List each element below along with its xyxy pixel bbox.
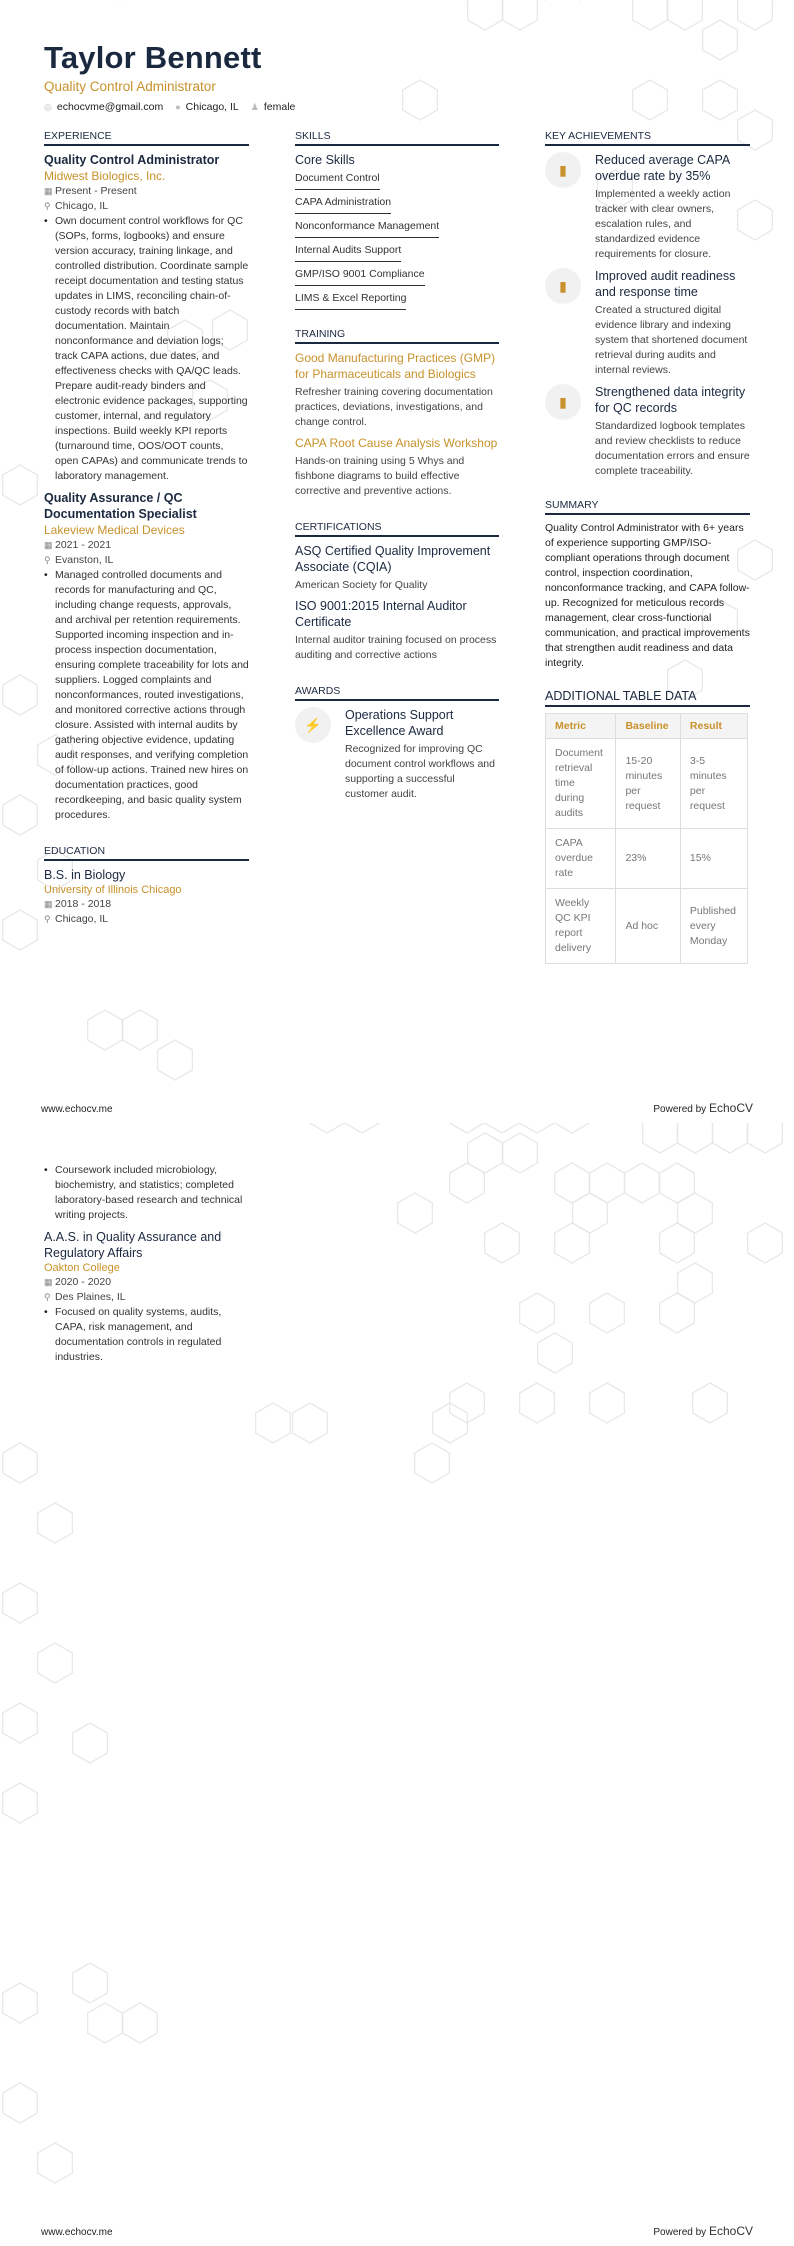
hexagon-shape [73, 1723, 108, 1763]
hexagon-shape [158, 1040, 193, 1080]
skill-item: GMP/ISO 9001 Compliance [295, 265, 425, 286]
summary-text: Quality Control Administrator with 6+ years of experience supporting GMP/ISO-compliant operations through document control, inspection coordination, nonconformance tracking, and CAPA follow-up. Recognized for meticulous records management, clear cross-functional communication, and practical improvements that strengthen audit readiness and data integrity. [545, 522, 750, 669]
contact-gender [251, 101, 296, 113]
hexagon-shape [713, 1123, 748, 1153]
table-row [546, 889, 748, 964]
job-dates: 2021 - 2021 [55, 539, 112, 551]
achievement-item [545, 384, 750, 479]
table-row [546, 829, 748, 889]
hexagon-shape [123, 1010, 158, 1050]
bolt-icon: ⚡ [295, 707, 331, 743]
hexagon-shape [398, 1193, 433, 1233]
award-title: Operations Support Excellence Award [345, 708, 454, 738]
section-experience: EXPERIENCE [44, 130, 249, 146]
table-cell: 15% [680, 829, 747, 889]
hexagon-shape [415, 1443, 450, 1483]
hexagon-shape [748, 1123, 783, 1153]
brand-logo: EchoCV [708, 2224, 753, 2238]
hexagon-shape [3, 1983, 38, 2023]
brand-logo: EchoCV [708, 1101, 753, 1115]
hexagon-shape [555, 1163, 590, 1203]
job-role: Quality Control Administrator [44, 153, 220, 167]
document-icon: ▮ [545, 152, 581, 188]
hexagon-shape [38, 2143, 73, 2183]
section-achievements: KEY ACHIEVEMENTS [545, 130, 750, 146]
hexagon-shape [468, 1133, 503, 1173]
table-header: Baseline [616, 714, 680, 739]
table-cell: Document retrieval time during audits [546, 739, 616, 829]
hexagon-shape [345, 1123, 380, 1133]
section-awards: AWARDS [295, 685, 499, 701]
hexagon-shape [433, 1403, 468, 1443]
training-item [295, 435, 499, 499]
job-dates: Present - Present [55, 185, 137, 197]
edu-location: Chicago, IL [55, 913, 109, 925]
edu-location: Des Plaines, IL [55, 1291, 126, 1303]
footer-site[interactable]: www.echocv.me [41, 2227, 113, 2238]
table-cell: 15-20 minutes per request [616, 739, 680, 829]
hexagon-shape [693, 1383, 728, 1423]
footer-powered[interactable] [653, 1101, 753, 1115]
location-pin-icon: ⚲ [44, 1292, 51, 1302]
hexagon-shape [88, 2003, 123, 2043]
certification-item [295, 598, 499, 663]
hexagon-shape [450, 1383, 485, 1423]
hexagon-shape [450, 1123, 485, 1133]
training-title: CAPA Root Cause Analysis Workshop [295, 436, 498, 450]
section-certifications: CERTIFICATIONS [295, 521, 499, 537]
achievement-title: Strengthened data integrity for QC records [595, 385, 746, 415]
skill-item: Internal Audits Support [295, 241, 401, 262]
award-item [295, 707, 499, 802]
achievement-desc: Created a structured digital evidence library and indexing system that shortened document retrieval during audits and internal reviews. [595, 304, 748, 376]
degree: B.S. in Biology [44, 868, 126, 882]
email-text: echocvme@gmail.com [56, 101, 164, 113]
table-cell: 3-5 minutes per request [680, 739, 747, 829]
table-header: Result [680, 714, 747, 739]
location-pin-icon: ⚲ [44, 201, 51, 211]
edu-dates: 2020 - 2020 [55, 1276, 112, 1288]
hexagon-shape [660, 1163, 695, 1203]
left-column [44, 130, 249, 927]
achievement-desc: Standardized logbook templates and review checklists to reduce documentation errors and ensure complete traceability. [595, 420, 750, 477]
location-pin-icon: ⚲ [44, 555, 51, 565]
gender-text: female [263, 101, 296, 113]
skills-group: Core Skills [295, 153, 355, 167]
hexagon-shape [123, 2003, 158, 2043]
hexagon-shape [293, 1403, 328, 1443]
cert-title: ISO 9001:2015 Internal Auditor Certificate [295, 599, 467, 629]
hexagon-shape [748, 1223, 783, 1263]
cert-desc: Internal auditor training focused on process auditing and corrective actions [295, 634, 497, 661]
hexagon-shape [38, 1643, 73, 1683]
training-desc: Refresher training covering documentation practices, deviations, investigations, and change control. [295, 386, 493, 428]
document-icon: ▮ [545, 384, 581, 420]
metrics-table [545, 713, 748, 964]
powered-label: Powered by [653, 1104, 707, 1115]
skill-item: Document Control [295, 169, 380, 190]
training-desc: Hands-on training using 5 Whys and fishbone diagrams to build effective corrective and preventive actions. [295, 455, 465, 497]
award-desc: Recognized for improving QC document control workflows and supporting a successful customer audit. [345, 743, 495, 800]
hexagon-shape [38, 1503, 73, 1543]
footer-site[interactable]: www.echocv.me [41, 1104, 113, 1115]
hexagon-shape [520, 1293, 555, 1333]
hexagon-shape [3, 1783, 38, 1823]
candidate-title: Quality Control Administrator [44, 79, 216, 94]
achievement-title: Reduced average CAPA overdue rate by 35% [595, 153, 730, 183]
hexagon-shape [590, 1383, 625, 1423]
hexagon-shape [573, 1193, 608, 1233]
calendar-icon: ▦ [44, 186, 53, 196]
certification-item [295, 543, 499, 593]
location-pin-icon: ⚲ [44, 914, 51, 924]
hexagon-shape [590, 1293, 625, 1333]
hexagon-shape [3, 465, 38, 505]
hexagon-shape [256, 1403, 291, 1443]
hexagon-shape [3, 795, 38, 835]
right-column [545, 130, 750, 964]
email-icon: ◎ [44, 102, 52, 112]
cert-issuer: American Society for Quality [295, 579, 428, 591]
hexagon-shape [73, 1963, 108, 2003]
job-location: Evanston, IL [55, 554, 114, 566]
table-cell: CAPA overdue rate [546, 829, 616, 889]
table-cell: Published every Monday [680, 889, 747, 964]
hexagon-shape [450, 1163, 485, 1203]
table-header: Metric [546, 714, 616, 739]
calendar-icon: ▦ [44, 540, 53, 550]
location-text: Chicago, IL [185, 101, 239, 113]
table-cell: 23% [616, 829, 680, 889]
powered-label: Powered by [653, 2227, 707, 2238]
hexagon-shape [468, 0, 503, 30]
achievement-desc: Implemented a weekly action tracker with clear owners, escalation rules, and standardized evidence requirements for closure. [595, 188, 731, 260]
calendar-icon: ▦ [44, 899, 53, 909]
calendar-icon: ▦ [44, 1277, 53, 1287]
hexagon-shape [485, 1223, 520, 1263]
achievement-item [545, 152, 750, 262]
hexagon-shape [678, 1193, 713, 1233]
section-table: ADDITIONAL TABLE DATA [545, 689, 750, 707]
hexagon-shape [88, 1010, 123, 1050]
hexagon-shape [625, 1163, 660, 1203]
hexagon-shape [503, 0, 538, 30]
school: University of Illinois Chicago [44, 884, 182, 896]
job-location: Chicago, IL [55, 200, 109, 212]
edu-dates: 2018 - 2018 [55, 898, 112, 910]
achievements-list [545, 152, 750, 479]
edu-bullet: • Coursework included microbiology, biochemistry, and statistics; completed laboratory-based research and technical writing projects. [44, 1163, 249, 1223]
hexagon-shape [3, 1443, 38, 1483]
degree: A.A.S. in Quality Assurance and Regulatory Affairs [44, 1230, 222, 1260]
job-bullet: • Managed controlled documents and records for manufacturing and QC, including change requests, approvals, and archival per retention requirements. Supported incoming inspection and in-process inspection documentation, ensuring complete traceability for lots and suppliers. Logged complaints and nonconformances, routed investigations, and monitored corrective actions through closure. Assisted with internal audits by gathering objective evidence, updating audit responses, and verifying completion of follow-up actions. Trained new hires on documentation practices, good recordkeeping, and basic quality system procedures. [44, 568, 249, 823]
hexagon-shape [3, 1703, 38, 1743]
hexagon-shape [310, 1123, 345, 1133]
location-pin-icon: ● [175, 102, 181, 112]
person-icon: ♟ [250, 102, 259, 112]
candidate-name: Taylor Bennett [44, 40, 262, 75]
hexagon-shape [660, 1293, 695, 1333]
contact-email[interactable] [44, 101, 163, 113]
hexagon-shape [3, 910, 38, 950]
achievement-title: Improved audit readiness and response time [595, 269, 736, 299]
table-row [546, 739, 748, 829]
hexagon-shape [485, 1123, 520, 1133]
edu-bullet: • Focused on quality systems, audits, CAPA, risk management, and documentation controls in regulated industries. [44, 1305, 249, 1365]
section-education: EDUCATION [44, 845, 249, 861]
job-role: Quality Assurance / QC Documentation Specialist [44, 491, 197, 521]
hexagon-shape [503, 1133, 538, 1173]
hexagon-shape [555, 1223, 590, 1263]
education-item [44, 1229, 249, 1365]
hexagon-shape [678, 1123, 713, 1153]
hexagon-shape [3, 675, 38, 715]
hexagon-shape [538, 1333, 573, 1373]
skills-list [295, 168, 499, 312]
table-cell: Weekly QC KPI report delivery [546, 889, 616, 964]
left-column-continued [44, 1163, 249, 1365]
school: Oakton College [44, 1262, 120, 1274]
company: Midwest Biologics, Inc. [44, 169, 166, 183]
job-bullet: • Own document control workflows for QC (SOPs, forms, logbooks) and ensure version accuracy, training linkage, and controlled distribution. Coordinate sample receipt documentation and testing status updates in LIMS, reconciling chain-of-custody records with batch documentation. Maintain nonconformance and deviation logs; track CAPA actions, due dates, and effectiveness checks with QA/QC leads. Prepare audit-ready binders and electronic evidence packages, supporting customer, internal, and regulatory inspections. Build weekly KPI reports (turnaround time, OOS/OOT counts, open CAPAs) and communicate trends to laboratory management. [44, 214, 249, 484]
section-training: TRAINING [295, 328, 499, 344]
training-title: Good Manufacturing Practices (GMP) for Pharmaceuticals and Biologics [295, 351, 496, 381]
achievement-item [545, 268, 750, 378]
cert-title: ASQ Certified Quality Improvement Associate (CQIA) [295, 544, 491, 574]
section-summary: SUMMARY [545, 499, 750, 515]
hexagon-shape [660, 1223, 695, 1263]
education-item [44, 867, 249, 927]
document-icon: ▮ [545, 268, 581, 304]
company: Lakeview Medical Devices [44, 523, 185, 537]
hexagon-shape [520, 1123, 555, 1133]
hexagon-shape [678, 1263, 713, 1303]
experience-item [44, 152, 249, 484]
middle-column [295, 130, 499, 808]
section-skills: SKILLS [295, 130, 499, 146]
skill-item: Nonconformance Management [295, 217, 439, 238]
hexagon-shape [3, 1583, 38, 1623]
contact-location [175, 101, 239, 113]
skill-item: LIMS & Excel Reporting [295, 289, 406, 310]
page-2 [0, 1123, 794, 2246]
skill-item: CAPA Administration [295, 193, 391, 214]
hexagon-shape [738, 0, 773, 30]
hexagon-shape [633, 0, 668, 30]
table-cell: Ad hoc [616, 889, 680, 964]
hexagon-shape [3, 2083, 38, 2123]
hexagon-shape [590, 1163, 625, 1203]
hexagon-shape [555, 1123, 590, 1133]
hexagon-shape [643, 1123, 678, 1153]
header [44, 40, 744, 113]
hexagon-shape [520, 1383, 555, 1423]
footer-powered[interactable] [653, 2224, 753, 2238]
training-item [295, 350, 499, 430]
experience-item [44, 490, 249, 823]
hexagon-shape [668, 0, 703, 30]
